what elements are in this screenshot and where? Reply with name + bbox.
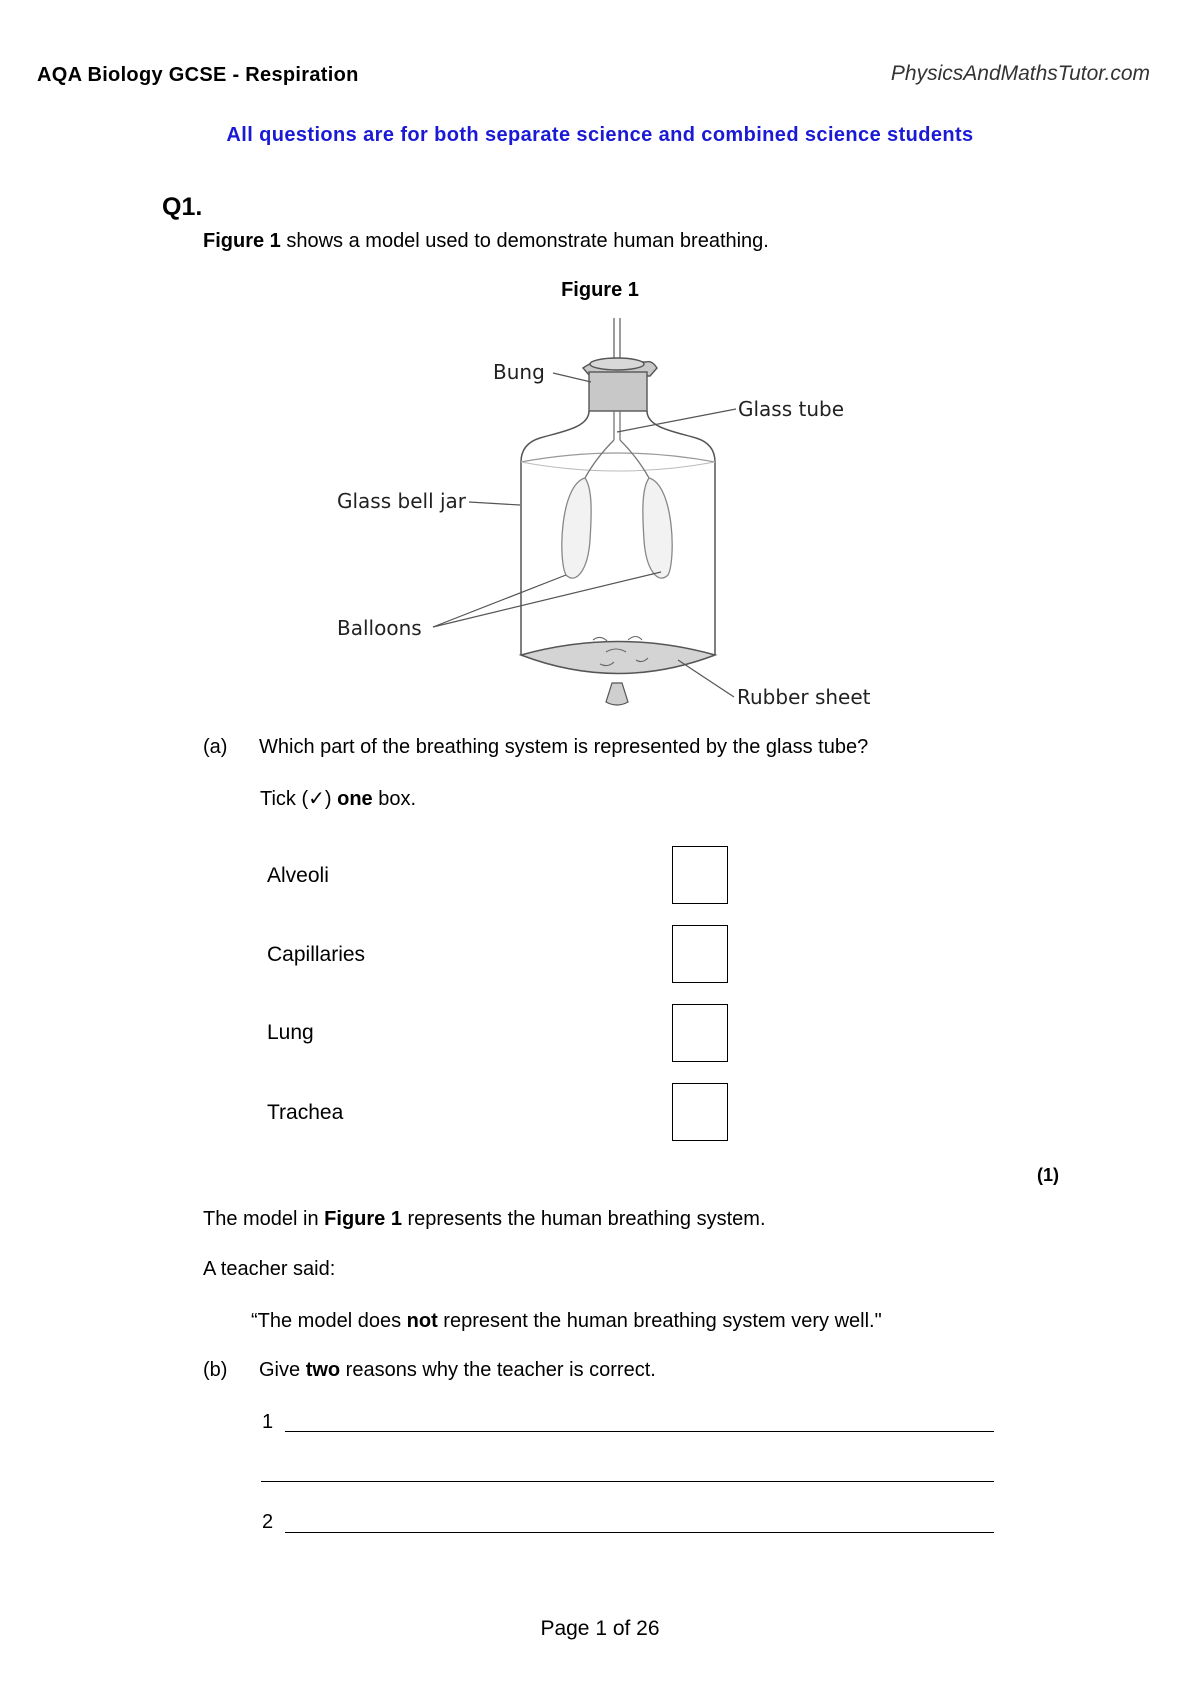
marks-part-a: (1) xyxy=(1037,1165,1059,1185)
answer-number-2: 2 xyxy=(262,1511,274,1533)
teacher-quote: “The model does not represent the human breathing system very well." xyxy=(251,1310,882,1332)
label-glass-tube: Glass tube xyxy=(738,397,845,421)
answer-line-1[interactable] xyxy=(285,1431,994,1432)
figure-title: Figure 1 xyxy=(561,279,639,301)
option-label-trachea: Trachea xyxy=(267,1101,344,1124)
part-b-label: (b) xyxy=(203,1359,228,1381)
part-b-question: Give two reasons why the teacher is correct. xyxy=(259,1359,656,1381)
tick-box-capillaries[interactable] xyxy=(672,925,728,983)
tick-box-lung[interactable] xyxy=(672,1004,728,1062)
teacher-said: A teacher said: xyxy=(203,1258,336,1280)
option-label-alveoli: Alveoli xyxy=(267,864,329,887)
label-bung: Bung xyxy=(493,360,545,384)
question-number: Q1. xyxy=(162,193,203,221)
tick-box-alveoli[interactable] xyxy=(672,846,728,904)
part-a-label: (a) xyxy=(203,736,228,758)
option-label-capillaries: Capillaries xyxy=(267,943,366,966)
tick-box-trachea[interactable] xyxy=(672,1083,728,1141)
header-title: AQA Biology GCSE - Respiration xyxy=(37,64,359,86)
header-site: PhysicsAndMathsTutor.com xyxy=(890,62,1150,85)
question-intro: Figure 1 shows a model used to demonstrate human breathing. xyxy=(203,230,769,252)
bell-jar-diagram xyxy=(320,318,900,714)
label-balloons: Balloons xyxy=(337,616,422,640)
label-glass-bell-jar: Glass bell jar xyxy=(337,489,467,513)
answer-line-2[interactable] xyxy=(285,1532,994,1533)
option-label-lung: Lung xyxy=(267,1021,314,1044)
page-number: Page 1 of 26 xyxy=(540,1617,660,1640)
answer-line-1b[interactable] xyxy=(261,1481,994,1482)
part-a-question: Which part of the breathing system is represented by the glass tube? xyxy=(259,736,869,758)
answer-number-1: 1 xyxy=(262,1411,274,1433)
model-statement: The model in Figure 1 represents the human breathing system. xyxy=(203,1208,766,1230)
audience-note: All questions are for both separate science and combined science students xyxy=(226,124,974,146)
tick-instruction: Tick (✓) one box. xyxy=(260,788,417,810)
label-rubber-sheet: Rubber sheet xyxy=(737,685,871,709)
